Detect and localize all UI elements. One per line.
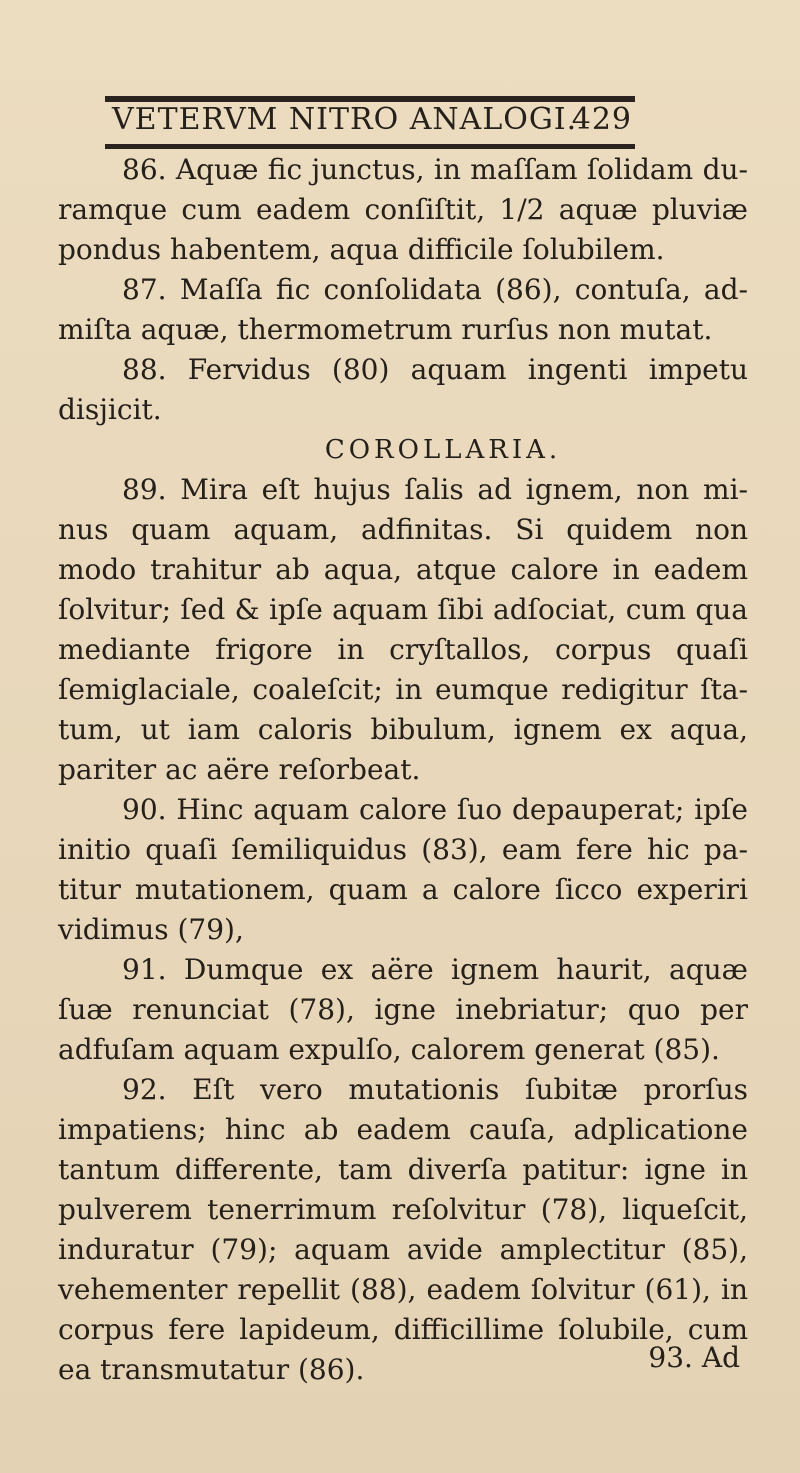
paragraph-88: 88. Fervidus (80) aquam ingenti impetu disjicit. — [58, 353, 748, 426]
paragraph-89: 89. Mira eſt hujus ſalis ad ignem, non minus quam aquam, adfinitas. Si quidem non modo trahitur ab aqua, atque calore in eadem ſolvitur; ſed & ipſe aquam ſibi adſociat, cum qua mediante frigore in cryſtallos, corpus quaſi ſemiglaciale, coaleſcit; in eumque redigitur ſtatum, ut iam caloris bibulum, ignem ex aqua, pariter ac aëre reſorbeat. — [58, 473, 748, 786]
catchword: 93. Ad — [648, 1341, 740, 1374]
body-text — [58, 150, 748, 1390]
paragraph-90: 90. Hinc aquam calore ſuo depauperat; ipſe initio quaſi ſemiliquidus (83), eam fere hic patitur mutationem, quam a calore ſicco experiri vidimus (79), — [58, 793, 748, 946]
paragraph-92: 92. Eſt vero mutationis ſubitæ prorſus impatiens; hinc ab eadem cauſa, adplicatione tantum differente, tam diverſa patitur: igne in pulverem tenerrimum reſolvitur (78), liqueſcit, induratur (79); aquam avide amplectitur (85), vehementer repellit (88), eadem ſolvitur (61), in corpus fere lapideum, difficillime ſolubile, cum ea transmutatur (86). — [58, 1073, 748, 1386]
header-rule-bottom — [105, 144, 635, 149]
section-heading: COROLLARIA. — [324, 435, 562, 465]
paragraph-91: 91. Dumque ex aëre ignem haurit, aquæ ſuæ renunciat (78), igne inebriatur; quo per adfuſam aquam expulſo, calorem generat (85). — [58, 953, 748, 1066]
paragraph-87: 87. Maſſa fic conſolidata (86), contuſa, admiſta aquæ, thermometrum rurſus non mutat. — [58, 273, 748, 346]
running-title: VETERVM NITRO ANALOGI. — [112, 102, 578, 137]
paragraph-86: 86. Aquæ fic junctus, in maſſam ſolidam duramque cum eadem conſiſtit, 1/2 aquæ pluviæ pondus habentem, aqua difficile ſolubilem. — [58, 153, 748, 266]
page-number: 429 — [571, 102, 632, 137]
running-header — [112, 98, 632, 146]
